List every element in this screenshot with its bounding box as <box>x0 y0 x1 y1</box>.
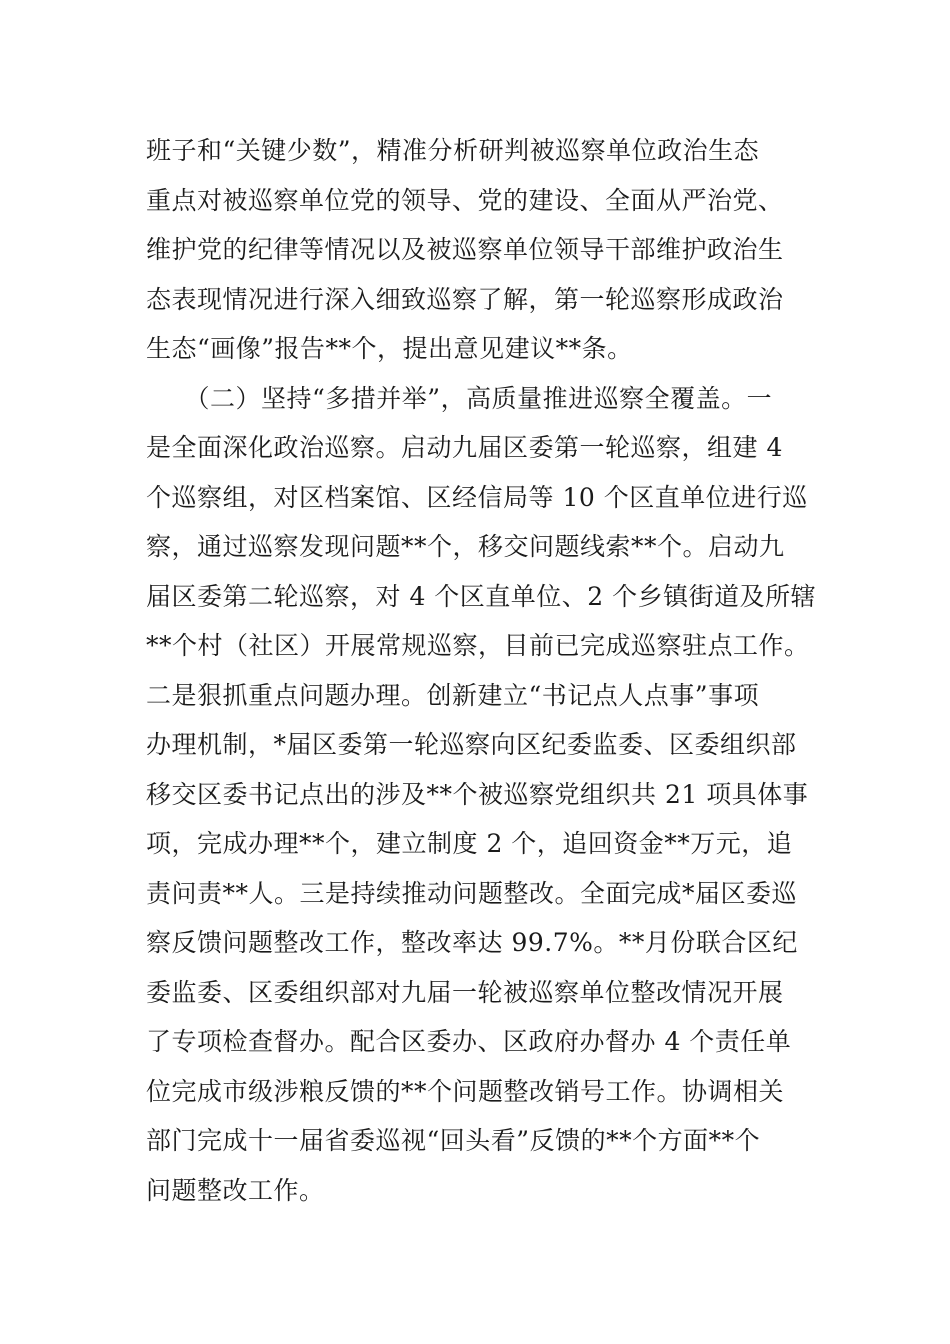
text-line: 个巡察组，对区档案馆、区经信局等 10 个区直单位进行巡 <box>146 482 808 512</box>
text-line: 班子和“关键少数”，精准分析研判被巡察单位政治生态 <box>146 136 760 165</box>
text-line: 移交区委书记点出的涉及**个被巡察党组织共 21 项具体事 <box>146 779 809 809</box>
text-line: 部门完成十一届省委巡视“回头看”反馈的**个方面**个 <box>146 1126 761 1155</box>
section-heading-line: （二）坚持“多措并举”，高质量推进巡察全覆盖。一 <box>146 383 773 413</box>
text-line: 维护党的纪律等情况以及被巡察单位领导干部维护政治生 <box>146 235 784 264</box>
text-line: 察反馈问题整改工作，整改率达 99.7%。**月份联合区纪 <box>146 928 798 957</box>
text-line: **个村（社区）开展常规巡察，目前已完成巡察驻点工作。 <box>146 631 810 660</box>
document-body <box>146 126 817 1215</box>
text-line: 委监委、区委组织部对九届一轮被巡察单位整改情况开展 <box>146 977 784 1007</box>
text-line: 位完成市级涉粮反馈的**个问题整改销号工作。协调相关 <box>146 1076 785 1106</box>
text-line: 了专项检查督办。配合区委办、区政府办督办 4 个责任单 <box>146 1027 792 1056</box>
text-line: 二是狠抓重点问题办理。创新建立“书记点人点事”事项 <box>146 680 760 710</box>
text-line: 生态“画像”报告**个，提出意见建议**条。 <box>146 334 633 363</box>
text-line: 问题整改工作。 <box>146 1175 325 1205</box>
text-line: 察，通过巡察发现问题**个，移交问题线索**个。启动九 <box>146 532 785 561</box>
text-line: 是全面深化政治巡察。启动九届区委第一轮巡察，组建 4 <box>146 433 783 462</box>
text-line: 办理机制，*届区委第一轮巡察向区纪委监委、区委组织部 <box>146 730 797 759</box>
text-line: 责问责**人。三是持续推动问题整改。全面完成*届区委巡 <box>146 878 798 908</box>
text-line: 项，完成办理**个，建立制度 2 个，追回资金**万元，追 <box>146 829 793 858</box>
text-line: 重点对被巡察单位党的领导、党的建设、全面从严治党、 <box>146 185 784 215</box>
text-line: 态表现情况进行深入细致巡察了解，第一轮巡察形成政治 <box>146 284 784 314</box>
text-line: 届区委第二轮巡察，对 4 个区直单位、2 个乡镇街道及所辖 <box>146 581 817 611</box>
